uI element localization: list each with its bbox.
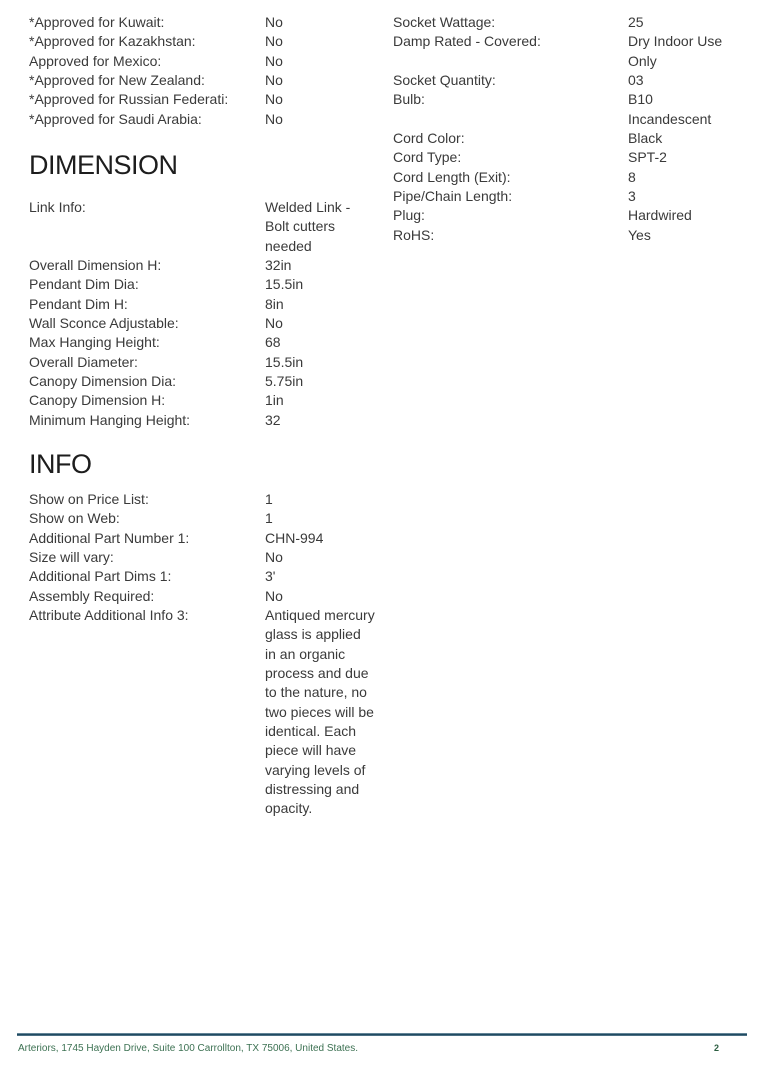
spec-row — [393, 226, 738, 245]
spec-value: 32 — [265, 411, 281, 428]
spec-row — [29, 587, 385, 606]
spec-value: CHN-994 — [265, 529, 324, 546]
spec-value: Antiqued mercury glass is applied in an organic process and due to the nature, no two pieces will be identical. Each piece will have varying levels of distressing and opacity. — [265, 606, 375, 817]
spec-label: Cord Length (Exit): — [393, 168, 511, 185]
spec-row — [29, 71, 385, 90]
spec-value: 03 — [628, 71, 644, 88]
spec-row — [393, 129, 738, 148]
left-column — [29, 13, 385, 818]
spec-label: Plug: — [393, 207, 425, 224]
spec-value: 8in — [265, 295, 284, 312]
spec-row — [29, 13, 385, 32]
spec-label: Pipe/Chain Length: — [393, 187, 513, 204]
spec-label: Canopy Dimension H: — [29, 392, 166, 409]
spec-value: 15.5in — [265, 276, 304, 293]
spec-row — [29, 567, 385, 586]
spec-row — [393, 148, 738, 167]
spec-label: *Approved for Saudi Arabia: — [29, 110, 202, 127]
spec-label: Pendant Dim H: — [29, 295, 128, 312]
spec-row — [29, 256, 385, 275]
spec-label: Socket Quantity: — [393, 71, 496, 88]
spec-value: No — [265, 91, 283, 108]
spec-row — [393, 71, 738, 90]
spec-value: No — [265, 110, 283, 127]
spec-label: Attribute Additional Info 3: — [29, 606, 189, 623]
spec-value: No — [265, 548, 283, 565]
spec-value: 1 — [265, 510, 273, 527]
footer-divider-rule — [17, 1033, 747, 1036]
info-section-heading: INFO — [29, 448, 92, 479]
dimension-section-heading: DIMENSION — [29, 149, 178, 180]
spec-row — [393, 187, 738, 206]
spec-label: Show on Web: — [29, 510, 120, 527]
spec-label: Bulb: — [393, 91, 425, 108]
spec-value: 1 — [265, 490, 273, 507]
spec-value: 5.75in — [265, 372, 304, 389]
spec-row — [393, 206, 738, 225]
spec-row — [29, 275, 385, 294]
dimension-list — [29, 198, 385, 430]
spec-label: Link Info: — [29, 198, 86, 215]
spec-row — [29, 548, 385, 567]
spec-row — [29, 198, 385, 256]
spec-label: Assembly Required: — [29, 587, 155, 604]
spec-row — [29, 353, 385, 372]
spec-row — [29, 529, 385, 548]
spec-label: Additional Part Number 1: — [29, 529, 190, 546]
spec-row — [29, 32, 385, 51]
spec-label: Overall Diameter: — [29, 353, 138, 370]
spec-label: RoHS: — [393, 226, 435, 243]
spec-label: Additional Part Dims 1: — [29, 568, 172, 585]
spec-value: Hardwired — [628, 207, 692, 224]
spec-row — [29, 411, 385, 430]
spec-label: Socket Wattage: — [393, 14, 496, 30]
spec-value: No — [265, 33, 283, 50]
spec-value: Black — [628, 129, 663, 146]
spec-row — [393, 168, 738, 187]
spec-row — [29, 110, 385, 129]
spec-label: Cord Type: — [393, 149, 462, 166]
spec-row — [29, 52, 385, 71]
spec-value: No — [265, 71, 283, 88]
spec-label: *Approved for Kazakhstan: — [29, 33, 196, 50]
spec-value: SPT-2 — [628, 149, 667, 166]
spec-label: Canopy Dimension Dia: — [29, 372, 177, 389]
spec-value: B10 Incandescent — [628, 91, 712, 127]
spec-value: 68 — [265, 334, 281, 351]
spec-value: Dry Indoor Use Only — [628, 33, 723, 69]
spec-label: *Approved for Kuwait: — [29, 14, 165, 30]
spec-row — [29, 391, 385, 410]
spec-value: No — [265, 14, 283, 30]
spec-label: Approved for Mexico: — [29, 52, 162, 69]
spec-row — [393, 32, 738, 71]
footer-address: Arteriors, 1745 Hayden Drive, Suite 100 Carrollton, TX 75006, United States. — [18, 1043, 358, 1054]
product-specs-list — [393, 13, 738, 245]
spec-label: Overall Dimension H: — [29, 256, 162, 273]
spec-value: 3' — [265, 568, 276, 585]
spec-label: Size will vary: — [29, 548, 114, 565]
spec-row — [393, 13, 738, 32]
spec-value: 1in — [265, 392, 284, 409]
spec-row — [29, 606, 385, 819]
spec-value: 15.5in — [265, 353, 304, 370]
spec-row — [29, 490, 385, 509]
spec-value: No — [265, 314, 283, 331]
spec-value: No — [265, 587, 283, 604]
spec-label: Show on Price List: — [29, 490, 149, 507]
spec-label: Wall Sconce Adjustable: — [29, 314, 179, 331]
spec-value: Welded Link - Bolt cutters needed — [265, 198, 351, 254]
spec-value: 25 — [628, 14, 644, 30]
spec-label: Minimum Hanging Height: — [29, 411, 191, 428]
spec-value: No — [265, 52, 283, 69]
spec-row — [29, 333, 385, 352]
page-number: 2 — [714, 1043, 720, 1053]
spec-row — [393, 90, 738, 129]
spec-row — [29, 314, 385, 333]
spec-label: Max Hanging Height: — [29, 334, 160, 351]
spec-row — [29, 509, 385, 528]
spec-row — [29, 372, 385, 391]
spec-value: 8 — [628, 168, 636, 185]
spec-value: 32in — [265, 256, 292, 273]
spec-label: Damp Rated - Covered: — [393, 33, 541, 50]
spec-label: *Approved for New Zealand: — [29, 71, 205, 88]
approvals-list — [29, 13, 385, 129]
spec-value: Yes — [628, 226, 651, 243]
spec-row — [29, 90, 385, 109]
spec-row — [29, 295, 385, 314]
spec-value: 3 — [628, 187, 636, 204]
spec-label: *Approved for Russian Federati: — [29, 91, 229, 108]
info-list — [29, 490, 385, 819]
spec-label: Pendant Dim Dia: — [29, 276, 139, 293]
spec-label: Cord Color: — [393, 129, 465, 146]
right-column — [393, 13, 738, 245]
